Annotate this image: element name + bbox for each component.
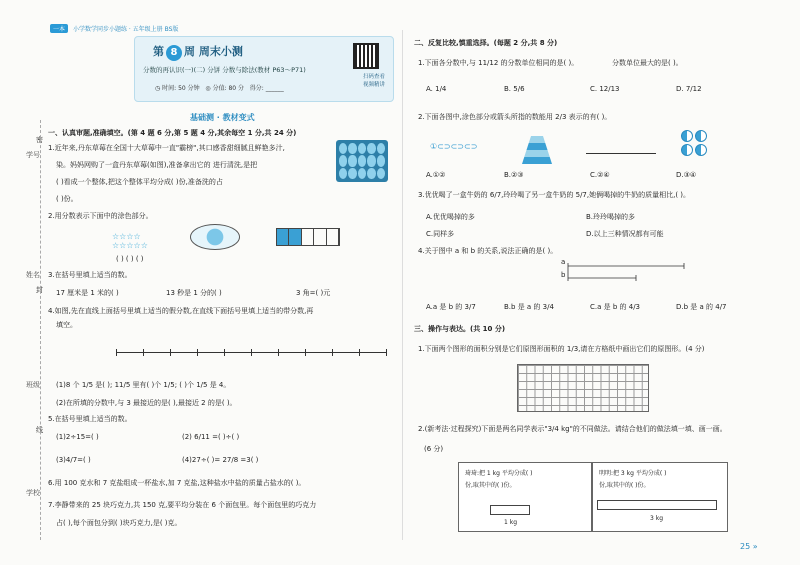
stars-figure: ☆☆☆☆ ☆☆☆☆☆: [112, 232, 148, 250]
r6-text: 2.(新考法·过程探究)下面是两名同学表示"3/4 kg"的不同做法。请结合他们的做法填一填、画一画。: [418, 425, 727, 433]
week-number-badge: 8: [166, 45, 182, 61]
r3-option-d[interactable]: D.以上三种情况都有可能: [586, 230, 664, 238]
q6-text[interactable]: 6.用 100 克水和 7 克盐组成一杯盐水,加 7 克盐,这种盐水中盐的质量占盐水的( )。: [48, 479, 306, 487]
segment-label-b: b: [561, 271, 566, 279]
q5-2[interactable]: (2) 6/11 =( )÷( ): [182, 433, 240, 441]
r2-text: 2.下面各图中,涂色部分或箭头所指的数能用 2/3 表示的有( )。: [418, 113, 612, 121]
sidebar-school: 学校: [26, 489, 40, 497]
book-title: 小学数学同步小题练 · 五年级上册 BS版: [72, 26, 179, 33]
q4-2[interactable]: (2)在所填的分数中,与 3 最接近的是( ),最接近 2 的是( )。: [56, 399, 237, 407]
small-number-line: [586, 153, 656, 154]
r3-option-b[interactable]: B.玲玲喝掉的多: [586, 213, 636, 221]
r3-option-a[interactable]: A.优优喝掉的多: [426, 213, 475, 221]
column-divider: [402, 30, 403, 540]
three-kg-bar[interactable]: [597, 500, 717, 510]
part1-heading: 一、认真审题,准确填空。(第 4 题 6 分,第 5 题 4 分,其余每空 1 分,共 24 分): [48, 129, 297, 137]
number-line: [116, 352, 386, 353]
banner-subtitle: 分数的再认识(一)(二) 分饼 分数与除法(教材 P63～P71): [143, 66, 306, 74]
score-icon: ◎: [205, 85, 211, 92]
q5-3[interactable]: (3)4/7=( ): [56, 456, 91, 464]
seal-mark-3: 线: [36, 426, 43, 434]
r1-text-2: 分数单位最大的是( )。: [612, 59, 683, 67]
oval-figure: [190, 224, 240, 250]
banner-meta: ◷ 时间: 50 分钟 ◎ 分值: 80 分 得分: ______: [155, 85, 284, 92]
page-number: 25 »: [740, 542, 758, 551]
q1-line3: ( )看成一个整体,把这个整体平均分成( )份,准备洗的占: [56, 178, 223, 186]
r3-text: 3.优优喝了一盒牛奶的 6/7,玲玲喝了另一盒牛奶的 5/7,她俩喝掉的牛奶的质量相比,( )。: [418, 191, 691, 199]
one-kg-bar[interactable]: [490, 505, 530, 515]
r1-text: 1.下面各分数中,与 11/12 的分数单位相同的是( )。: [418, 59, 579, 67]
brand-tag: 一本: [50, 24, 68, 33]
r6-score: (6 分): [424, 445, 444, 453]
q1-line4: ( )份。: [56, 195, 78, 203]
sidebar-name: 姓名: [26, 271, 40, 279]
sidebar-class: 班级: [26, 381, 40, 389]
pyramid-figure: [522, 136, 552, 164]
q4-line2: 填空。: [56, 321, 77, 329]
q1-line2: 染。妈妈网购了一盒丹东草莓(如图),准备拿出它的 进行清洗,是把: [56, 161, 258, 169]
r4-option-d[interactable]: D.b 是 a 的 4/7: [676, 303, 727, 311]
sidebar-student-number: 学号: [26, 151, 40, 159]
segment-figure: [566, 260, 686, 284]
q4-line1: 4.如图,先在直线上面括号里填上适当的假分数,在直线下面括号里填上适当的带分数,再: [48, 307, 314, 315]
r5-text: 1.下面两个图形的面积分别是它们原图形面积的 1/3,请在方格纸中画出它们的原图形。(4 分): [418, 345, 705, 353]
r1-option-d[interactable]: D. 7/12: [676, 85, 702, 93]
r2-option-d[interactable]: D.③④: [676, 171, 697, 179]
q5-1[interactable]: (1)2÷15=( ): [56, 433, 99, 441]
r1-option-b[interactable]: B. 5/6: [504, 85, 525, 93]
r2-option-c[interactable]: C.②④: [590, 171, 610, 179]
qiqi-method-box: 琦琦:把 1 kg 平均分成( ) 份,取其中的( )份。: [458, 462, 592, 532]
week-banner: [134, 36, 394, 102]
grid-paper[interactable]: [517, 364, 649, 412]
q5-4[interactable]: (4)27÷( )= 27/8 =3( ): [182, 456, 259, 464]
q2-text: 2.用分数表示下面中的涂色部分。: [48, 212, 153, 220]
r4-option-a[interactable]: A.a 是 b 的 3/7: [426, 303, 476, 311]
qr-label: 扫码查看 视频精讲: [362, 74, 385, 88]
banner-title: 第 8 周 周末小测: [153, 43, 243, 61]
q3-text: 3.在括号里填上适当的数。: [48, 271, 132, 279]
page-arrow-icon: »: [752, 542, 758, 551]
r1-option-c[interactable]: C. 12/13: [590, 85, 620, 93]
q2-blanks[interactable]: ( ) ( ) ( ): [116, 255, 144, 263]
part3-heading: 三、操作与表达。(共 10 分): [414, 325, 506, 333]
part2-heading: 二、反复比较,慎重选择。(每题 2 分,共 8 分): [414, 39, 558, 47]
candy-figure: ①⊂⊃⊂⊃⊂⊃: [430, 142, 478, 151]
q1-line1: 1.近年来,丹东草莓在全国十大草莓中一直"霸榜",其口感香甜细腻且鲜艳多汁,: [48, 144, 285, 152]
qr-code-icon[interactable]: [353, 43, 379, 69]
test-title: 周末小测: [198, 45, 243, 58]
r4-option-c[interactable]: C.a 是 b 的 4/3: [590, 303, 641, 311]
r1-option-a[interactable]: A. 1/4: [426, 85, 447, 93]
q7-line2[interactable]: 占( ),每个面包分到( )块巧克力,是( )克。: [56, 519, 182, 527]
r4-option-b[interactable]: B.b 是 a 的 3/4: [504, 303, 554, 311]
book-header: [50, 24, 178, 33]
segment-label-a: a: [561, 258, 566, 266]
q3b[interactable]: 13 秒是 1 分的( ): [166, 289, 222, 297]
section-heading: 基础测 · 教材变式: [190, 113, 255, 122]
three-kg-label: 3 kg: [650, 515, 664, 522]
r2-option-a[interactable]: A.①②: [426, 171, 446, 179]
seal-line: [40, 120, 41, 540]
q3c[interactable]: 3 角=( )元: [296, 289, 331, 297]
strawberry-box-image: [336, 140, 388, 182]
r4-text: 4.关于图中 a 和 b 的关系,说法正确的是( )。: [418, 247, 558, 255]
q7-line1: 7.李静带来的 25 块巧克力,共 150 克,要平均分装在 6 个面包里。每个面包里的巧克力: [48, 501, 317, 509]
mingming-method-box: 明明:把 3 kg 平均分成( ) 份,取其中的( )份。: [592, 462, 728, 532]
circles-figure: [680, 130, 708, 158]
q5-text: 5.在括号里填上适当的数。: [48, 415, 132, 423]
q4-1[interactable]: (1)8 个 1/5 是( ); 11/5 里有( )个 1/5; ( )个 1/5 是 4。: [56, 381, 231, 389]
seal-mark: 密: [36, 136, 43, 144]
r2-option-b[interactable]: B.②③: [504, 171, 524, 179]
q3a[interactable]: 17 厘米是 1 米的( ): [56, 289, 119, 297]
bar-figure: [276, 228, 340, 246]
seal-mark-2: 封: [36, 286, 43, 294]
clock-icon: ◷: [155, 85, 161, 92]
r3-option-c[interactable]: C.同样多: [426, 230, 455, 238]
one-kg-label: 1 kg: [504, 519, 518, 526]
